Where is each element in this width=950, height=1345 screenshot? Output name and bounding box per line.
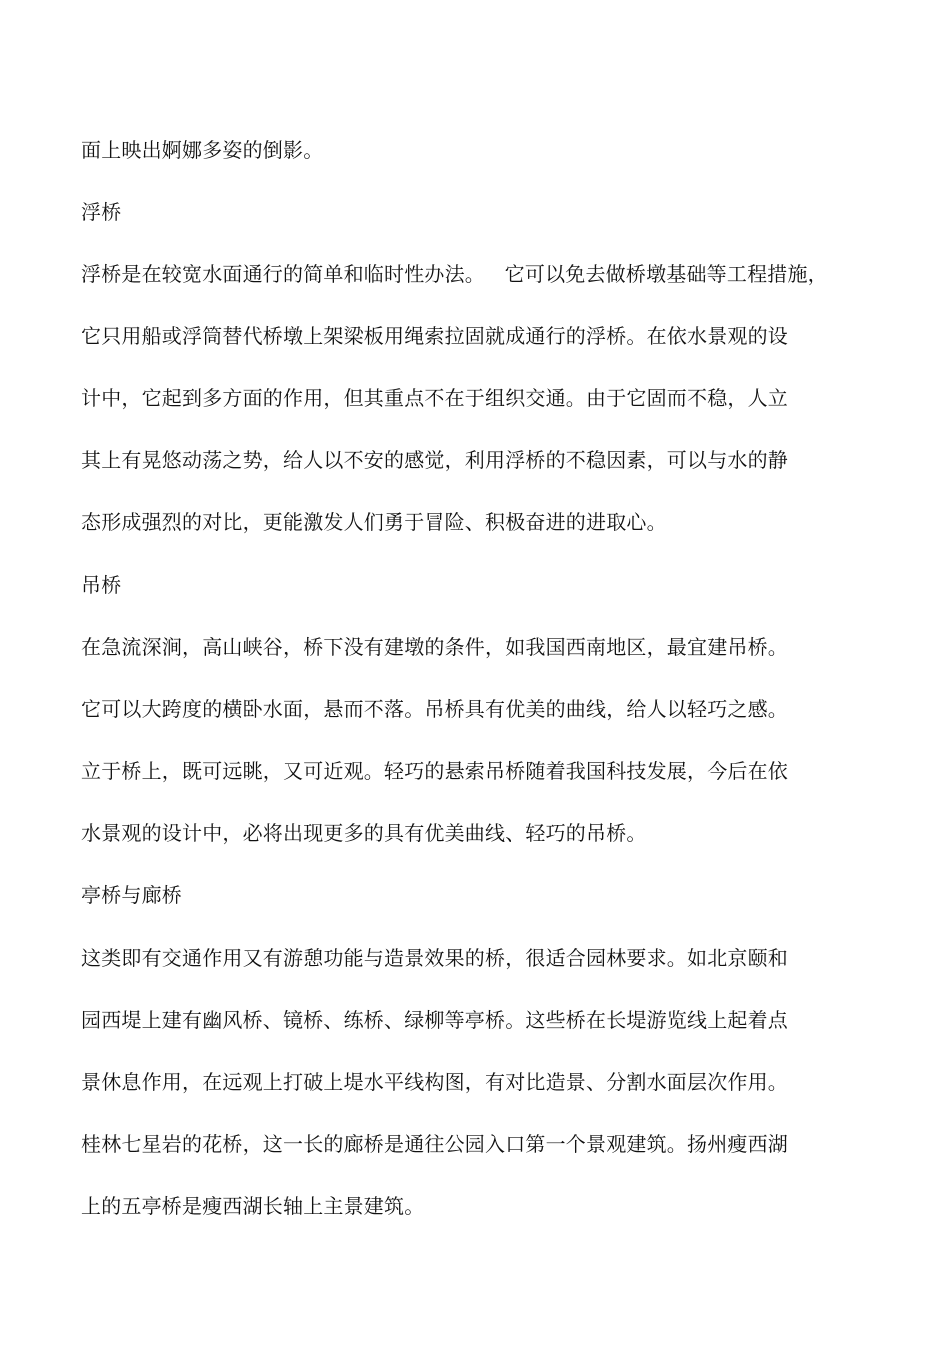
paragraph-line: 上的五亭桥是瘦西湖长轴上主景建筑。 xyxy=(81,1194,425,1218)
paragraph-line: 园西堤上建有幽风桥、镜桥、练桥、绿柳等亭桥。这些桥在长堤游览线上起着点 xyxy=(81,1008,788,1032)
section-heading-suspension-bridge: 吊桥 xyxy=(81,573,122,597)
paragraph-line: 其上有晃悠动荡之势，给人以不安的感觉，利用浮桥的不稳因素，可以与水的静 xyxy=(81,448,788,472)
paragraph-line: 水景观的设计中，必将出现更多的具有优美曲线、轻巧的吊桥。 xyxy=(81,821,647,845)
paragraph-line: 景休息作用，在远观上打破上堤水平线构图，有对比造景、分割水面层次作用。 xyxy=(81,1070,788,1094)
paragraph-line: 它可以大跨度的横卧水面，悬而不落。吊桥具有优美的曲线，给人以轻巧之感。 xyxy=(81,697,788,721)
paragraph-line: 态形成强烈的对比，更能激发人们勇于冒险、积极奋进的进取心。 xyxy=(81,510,667,534)
paragraph-line: 浮桥是在较宽水面通行的简单和临时性办法。 它可以免去做桥墩基础等工程措施， xyxy=(81,262,828,286)
paragraph-line: 立于桥上，既可远眺，又可近观。轻巧的悬索吊桥随着我国科技发展，今后在依 xyxy=(81,759,788,783)
section-heading-pavilion-bridge: 亭桥与廊桥 xyxy=(81,883,182,907)
paragraph-line: 这类即有交通作用又有游憩功能与造景效果的桥，很适合园林要求。如北京颐和 xyxy=(81,946,788,970)
paragraph-line: 它只用船或浮筒替代桥墩上架梁板用绳索拉固就成通行的浮桥。在依水景观的设 xyxy=(81,324,788,348)
paragraph-line: 面上映出婀娜多姿的倒影。 xyxy=(81,138,324,162)
paragraph-line: 在急流深涧，高山峡谷，桥下没有建墩的条件，如我国西南地区，最宜建吊桥。 xyxy=(81,635,788,659)
section-heading-floating-bridge: 浮桥 xyxy=(81,200,122,224)
paragraph-line: 计中，它起到多方面的作用，但其重点不在于组织交通。由于它固而不稳，人立 xyxy=(81,386,788,410)
paragraph-line: 桂林七星岩的花桥，这一长的廊桥是通往公园入口第一个景观建筑。扬州瘦西湖 xyxy=(81,1132,788,1156)
